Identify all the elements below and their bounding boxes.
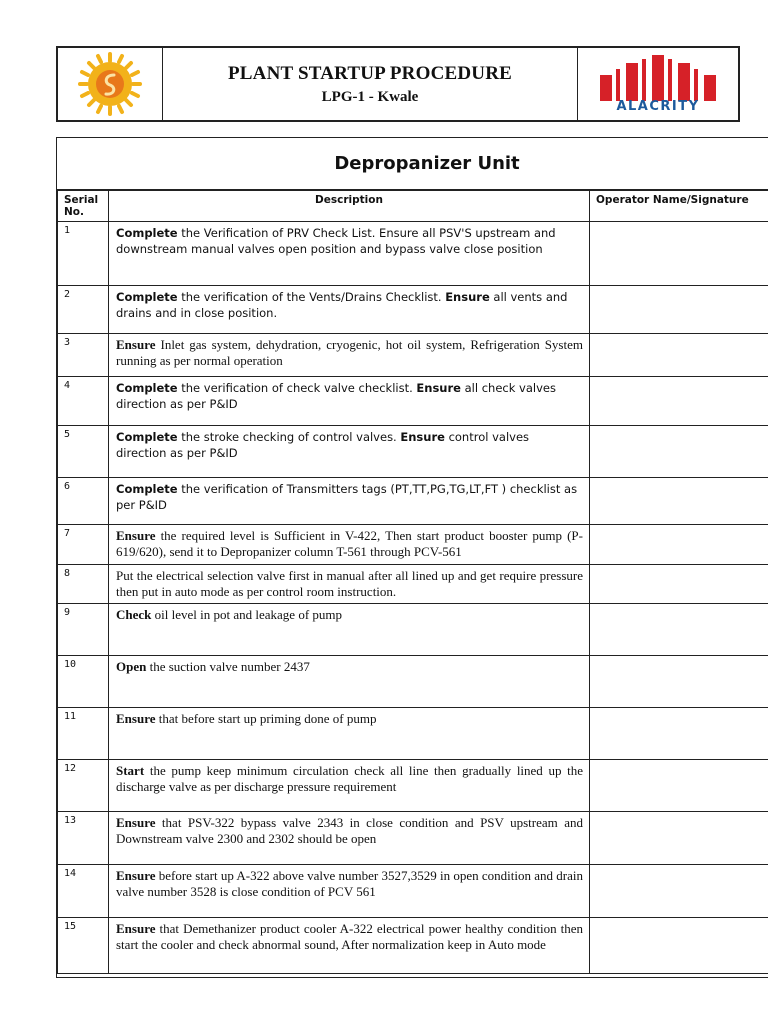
row-serial: 11 xyxy=(58,708,109,760)
sun-logo-icon xyxy=(77,51,143,117)
operator-signature-cell[interactable] xyxy=(590,377,768,426)
operator-signature-cell[interactable] xyxy=(590,760,768,812)
building-bars-logo-icon xyxy=(596,55,720,101)
row-description xyxy=(109,377,590,426)
row-description xyxy=(109,918,590,974)
row-serial: 7 xyxy=(58,525,109,565)
row-keyword: Ensure xyxy=(116,711,156,726)
row-keyword-2: Ensure xyxy=(416,381,461,395)
unit-title: Depropanizer Unit xyxy=(57,138,768,190)
row-serial: 13 xyxy=(58,812,109,865)
operator-signature-cell[interactable] xyxy=(590,656,768,708)
operator-signature-cell[interactable] xyxy=(590,525,768,565)
row-text: that PSV-322 bypass valve 2343 in close condition and PSV upstream and Downstream valve 2300 and 2302 should be open xyxy=(116,815,583,846)
operator-signature-cell[interactable] xyxy=(590,708,768,760)
row-serial: 10 xyxy=(58,656,109,708)
row-text: the stroke checking of control valves. xyxy=(177,430,401,444)
row-keyword-2: Ensure xyxy=(445,290,490,304)
row-keyword: Complete xyxy=(116,430,178,444)
table-row xyxy=(58,426,768,478)
row-serial: 3 xyxy=(58,334,109,377)
row-keyword: Ensure xyxy=(116,337,156,352)
column-header-serial: Serial No. xyxy=(58,191,109,222)
row-text-2: control valves direction as per P&ID xyxy=(116,430,530,460)
row-serial: 1 xyxy=(58,222,109,286)
operator-signature-cell[interactable] xyxy=(590,478,768,525)
row-serial: 15 xyxy=(58,918,109,974)
row-description xyxy=(109,565,590,604)
row-keyword: Ensure xyxy=(116,868,156,883)
table-row xyxy=(58,708,768,760)
operator-signature-cell[interactable] xyxy=(590,565,768,604)
table-row xyxy=(58,604,768,656)
table-header-row xyxy=(58,191,768,222)
row-text: Put the electrical selection valve first in manual after all lined up and get require pressure then put in auto mode as per control room instruction. xyxy=(116,568,583,599)
operator-signature-cell[interactable] xyxy=(590,426,768,478)
row-text-2: all vents and drains and in close position. xyxy=(116,290,568,320)
table-row xyxy=(58,377,768,426)
row-description xyxy=(109,286,590,334)
table-row xyxy=(58,286,768,334)
operator-signature-cell[interactable] xyxy=(590,334,768,377)
row-keyword: Ensure xyxy=(116,921,156,936)
document-subtitle: LPG-1 - Kwale xyxy=(321,88,419,105)
table-row xyxy=(58,760,768,812)
row-description xyxy=(109,426,590,478)
row-serial: 14 xyxy=(58,865,109,918)
row-text: the verification of the Vents/Drains Checklist. xyxy=(177,290,446,304)
column-header-description: Description xyxy=(109,191,590,222)
row-description xyxy=(109,478,590,525)
row-description xyxy=(109,708,590,760)
column-header-operator: Operator Name/Signature xyxy=(590,191,768,222)
row-keyword: Complete xyxy=(116,482,178,496)
row-serial: 2 xyxy=(58,286,109,334)
row-keyword: Check xyxy=(116,607,152,622)
table-row xyxy=(58,812,768,865)
operator-signature-cell[interactable] xyxy=(590,865,768,918)
row-text: that Demethanizer product cooler A-322 electrical power healthy condition then start the cooler and check abnormal sound, After normalization keep in Auto mode xyxy=(116,921,583,952)
row-keyword: Complete xyxy=(116,381,178,395)
row-description xyxy=(109,812,590,865)
row-keyword-2: Ensure xyxy=(400,430,445,444)
alacrity-logo-text: ALACRITY xyxy=(616,98,700,114)
header-title-cell xyxy=(163,48,577,120)
row-keyword: Complete xyxy=(116,226,178,240)
row-keyword: Start xyxy=(116,763,145,778)
procedure-table xyxy=(57,190,768,974)
operator-signature-cell[interactable] xyxy=(590,222,768,286)
row-text: the suction valve number 2437 xyxy=(146,659,310,674)
company-logo-left xyxy=(58,48,163,120)
row-text: before start up A-322 above valve number 3527,3529 in open condition and drain valve number 3528 is close condition of PCV 561 xyxy=(116,868,583,899)
row-keyword: Ensure xyxy=(116,528,156,543)
row-description xyxy=(109,334,590,377)
row-description xyxy=(109,760,590,812)
row-serial: 4 xyxy=(58,377,109,426)
document-title: PLANT STARTUP PROCEDURE xyxy=(227,62,513,84)
operator-signature-cell[interactable] xyxy=(590,812,768,865)
row-description xyxy=(109,604,590,656)
row-text: the pump keep minimum circulation check all line then gradually lined up the discharge valve as per discharge pressure requirement xyxy=(116,763,583,794)
table-row xyxy=(58,565,768,604)
row-serial: 9 xyxy=(58,604,109,656)
row-serial: 8 xyxy=(58,565,109,604)
row-keyword: Open xyxy=(116,659,147,674)
row-description xyxy=(109,656,590,708)
table-row xyxy=(58,334,768,377)
operator-signature-cell[interactable] xyxy=(590,286,768,334)
table-row xyxy=(58,865,768,918)
row-text: oil level in pot and leakage of pump xyxy=(151,607,343,622)
row-description xyxy=(109,525,590,565)
row-keyword: Complete xyxy=(116,290,178,304)
row-description xyxy=(109,865,590,918)
table-row xyxy=(58,222,768,286)
row-serial: 6 xyxy=(58,478,109,525)
row-keyword: Ensure xyxy=(116,815,156,830)
row-text-2: all check valves direction as per P&ID xyxy=(116,381,556,411)
row-text: the Verification of PRV Check List. Ensure all PSV'S upstream and downstream manual valves open position and bypass valve close position xyxy=(116,226,556,256)
row-text: the verification of Transmitters tags (PT,TT,PG,TG,LT,FT ) checklist as per P&ID xyxy=(116,482,578,512)
row-text: Inlet gas system, dehydration, cryogenic, hot oil system, Refrigeration System running as per normal operation xyxy=(116,337,583,368)
row-serial: 5 xyxy=(58,426,109,478)
table-row xyxy=(58,478,768,525)
table-row xyxy=(58,656,768,708)
table-row xyxy=(58,525,768,565)
company-logo-right xyxy=(577,48,738,120)
row-text: that before start up priming done of pump xyxy=(155,711,377,726)
document-header xyxy=(56,46,740,122)
operator-signature-cell[interactable] xyxy=(590,604,768,656)
table-row xyxy=(58,918,768,974)
row-text: the required level is Sufficient in V-422, Then start product booster pump (P-619/620), send it to Depropanizer column T-561 through PCV-561 xyxy=(116,528,583,559)
row-serial: 12 xyxy=(58,760,109,812)
operator-signature-cell[interactable] xyxy=(590,918,768,974)
row-description xyxy=(109,222,590,286)
procedure-sheet xyxy=(56,137,768,978)
row-text: the verification of check valve checklist. xyxy=(177,381,417,395)
